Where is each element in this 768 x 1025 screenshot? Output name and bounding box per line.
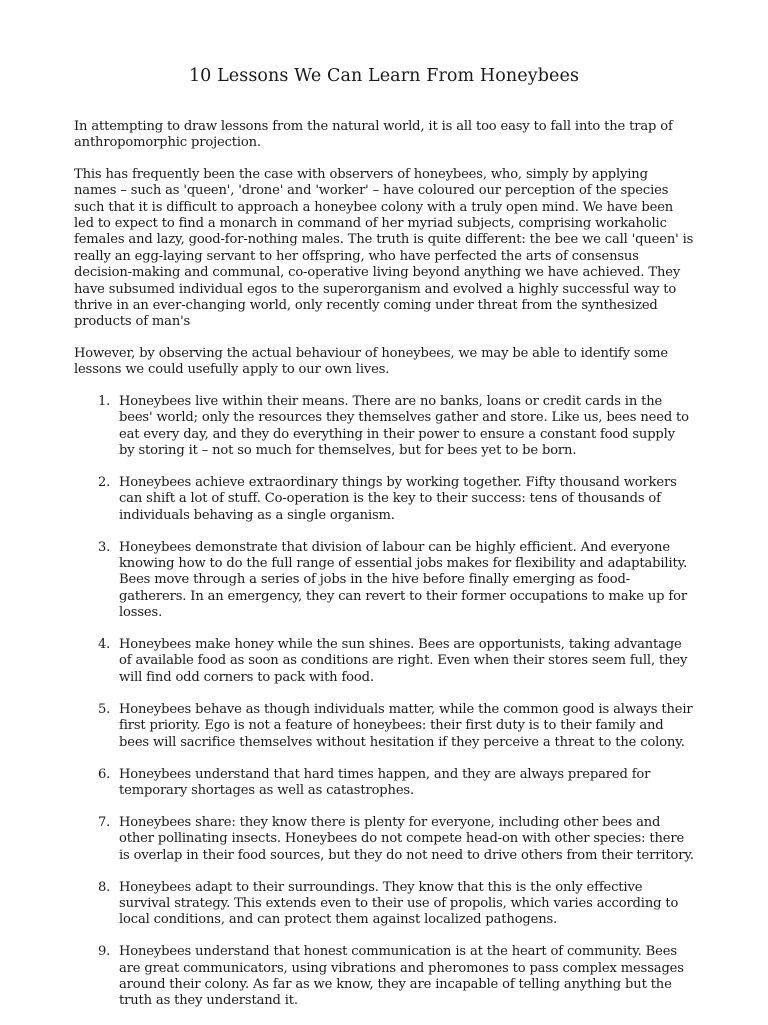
lesson-text: Honeybees achieve extraordinary things by working together. Fifty thousand workers can shift a lot of stuff. Co-operation is the key to their success: tens of thousands of individuals behaving as a single organism. — [119, 474, 677, 523]
lesson-item — [74, 475, 694, 524]
lesson-number: 8. — [98, 879, 111, 895]
page-title: 10 Lessons We Can Learn From Honeybees — [188, 66, 580, 86]
lesson-number: 4. — [98, 637, 111, 653]
lesson-item — [74, 880, 694, 929]
intro-paragraph: In attempting to draw lessons from the natural world, it is all too easy to fall into the trap of anthropomorphic projection. — [74, 119, 673, 151]
lessons-list — [74, 394, 694, 1010]
lesson-item — [74, 702, 694, 751]
lesson-item — [74, 637, 694, 686]
lesson-text: Honeybees live within their means. There are no banks, loans or credit cards in the bees' world; only the resources they themselves gather and store. Like us, bees need to eat every day, and they do everything in their power to ensure a constant food supply by storing it – not so much for themselves, but for bees yet to be born. — [119, 393, 689, 458]
lesson-number: 2. — [98, 474, 111, 490]
lesson-number: 7. — [98, 814, 111, 830]
lesson-text: Honeybees make honey while the sun shines. Bees are opportunists, taking advantage of available food as soon as conditions are right. Even when their stores seem full, they will find odd corners to pack with food. — [119, 637, 688, 685]
lesson-number: 1. — [98, 393, 111, 409]
lesson-item — [74, 944, 694, 1010]
lesson-text: Honeybees understand that honest communication is at the heart of community. Bees are great communicators, using vibrations and pheromones to pass complex messages around their colony. As far as we know, they are incapable of telling anything but the truth as they understand it. — [119, 944, 684, 1009]
intro-paragraph: This has frequently been the case with observers of honeybees, who, simply by applying names – such as 'queen', 'drone' and 'worker' – have coloured our perception of the species such that it is difficult to approach a honeybee colony with a truly open mind. We have been led to expect to find a monarch in command of her myriad subjects, comprising workaholic females and lazy, good-for-nothing males. The truth is quite different: the bee we call 'queen' is really an egg-laying servant to her offspring, who have perfected the arts of consensus decision-making and communal, co-operative living beyond anything we have achieved. They have subsumed individual egos to the superorganism and evolved a highly successful way to thrive in an ever-changing world, only recently coming under threat from the synthesized products of man's — [74, 166, 694, 330]
lesson-text: Honeybees behave as though individuals matter, while the common good is always their first priority. Ego is not a feature of honeybees: their first duty is to their family and bees will sacrifice themselves without hesitation if they perceive a threat to the colony. — [119, 701, 693, 750]
lesson-item — [74, 394, 694, 460]
lesson-number: 5. — [98, 701, 111, 717]
lesson-text: Honeybees share: they know there is plenty for everyone, including other bees and other pollinating insects. Honeybees do not compete head-on with other species: there is overlap in their food sources, but they do not need to drive others from their territory. — [119, 814, 694, 863]
lesson-text: Honeybees adapt to their surroundings. They know that this is the only effective survival strategy. This extends even to their use of propolis, which varies according to local conditions, and can protect them against localized pathogens. — [119, 879, 679, 928]
lesson-number: 9. — [98, 944, 111, 960]
lesson-text: Honeybees demonstrate that division of labour can be highly efficient. And everyone knowing how to do the full range of essential jobs makes for flexibility and adaptability. Bees move through a series of jobs in the hive before finally emerging as food-gatherers. In an emergency, they can revert to their former occupations to make up for losses. — [119, 539, 688, 621]
lesson-number: 3. — [98, 539, 111, 555]
intro-paragraph: However, by observing the actual behaviour of honeybees, we may be able to identify some lessons we could usefully apply to our own lives. — [74, 345, 669, 378]
lesson-item — [74, 767, 694, 800]
lesson-number: 6. — [98, 766, 111, 782]
document-page — [74, 64, 694, 1025]
lesson-text: Honeybees understand that hard times happen, and they are always prepared for temporary shortages as well as catastrophes. — [119, 766, 651, 798]
lesson-item — [74, 815, 694, 864]
lesson-item — [74, 540, 694, 622]
